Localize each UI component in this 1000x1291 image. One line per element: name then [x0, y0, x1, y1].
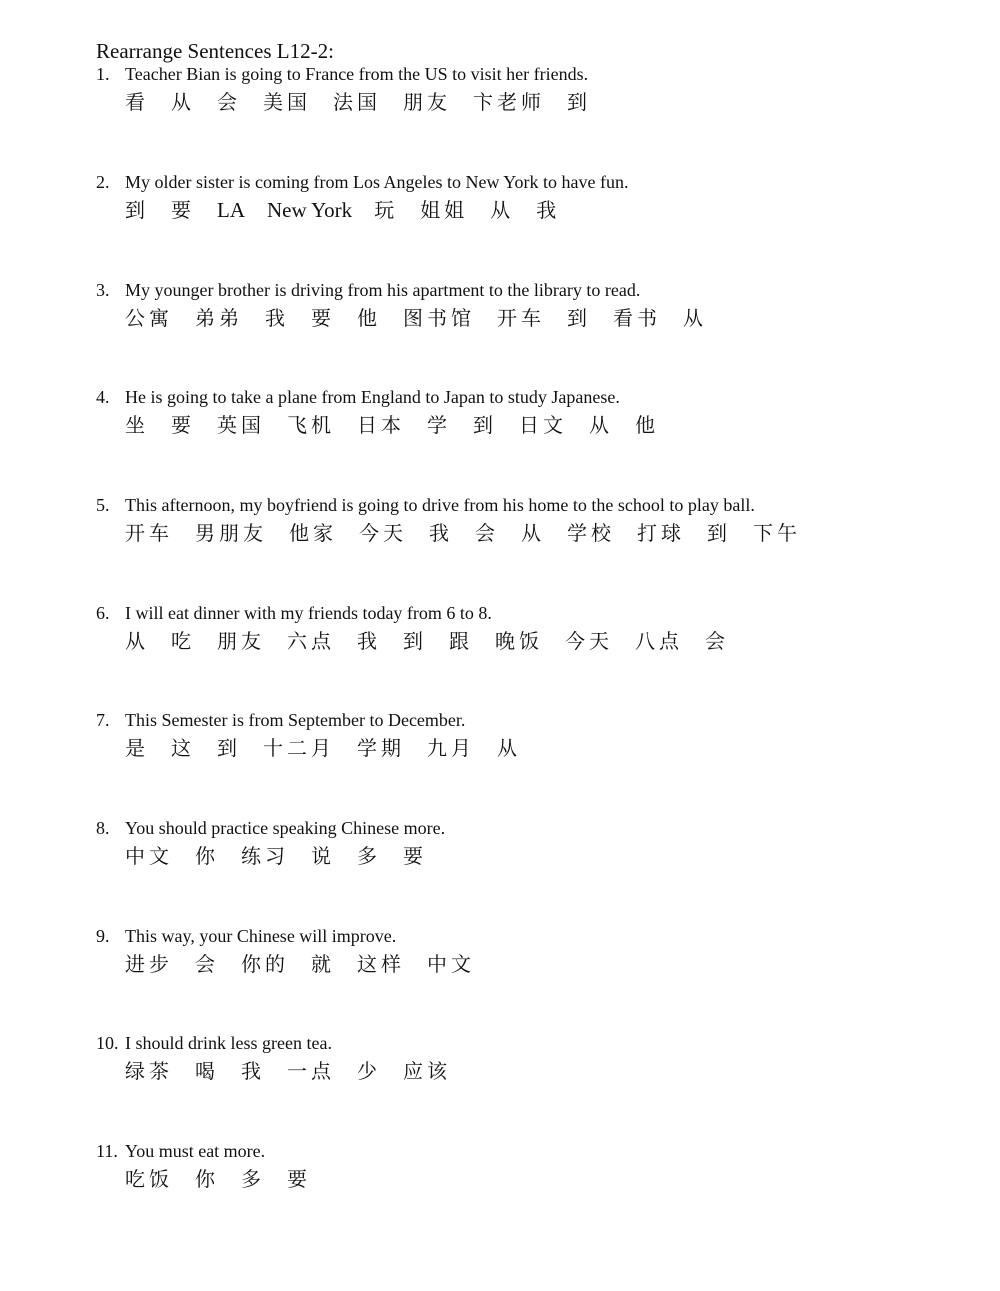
word-chip: 练习 [241, 844, 289, 868]
word-chip: 美国 [263, 90, 311, 114]
word-chip: 吃 [171, 629, 195, 653]
word-chip: 到 [707, 521, 731, 545]
english-sentence: You should practice speaking Chinese more. [125, 818, 446, 838]
question-3 [96, 279, 976, 331]
scrambled-words [125, 89, 976, 115]
word-chip: 中文 [427, 952, 475, 976]
english-sentence: This way, your Chinese will improve. [125, 926, 397, 946]
question-9 [96, 925, 976, 977]
word-chip: 学校 [567, 521, 615, 545]
word-chip: 他 [635, 413, 659, 437]
word-chip: 中文 [125, 844, 173, 868]
word-chip: 我 [536, 198, 561, 222]
question-number: 6. [96, 603, 110, 623]
word-chip: 从 [490, 198, 515, 222]
word-chip: 这样 [357, 952, 405, 976]
question-number: 8. [96, 818, 110, 838]
english-sentence: Teacher Bian is going to France from the US to visit her friends. [125, 64, 589, 84]
scrambled-words [125, 1166, 976, 1192]
word-chip: 到 [473, 413, 497, 437]
word-chip: 法国 [333, 90, 381, 114]
word-chip: 朋友 [403, 90, 451, 114]
word-chip: 从 [497, 736, 521, 760]
question-number: 2. [96, 172, 110, 192]
word-chip: 是 [125, 736, 149, 760]
word-chip: 朋友 [217, 629, 265, 653]
question-7 [96, 709, 976, 761]
word-chip: 弟弟 [195, 306, 243, 330]
word-chip: 公寓 [125, 306, 173, 330]
word-chip: 会 [195, 952, 219, 976]
word-chip: 飞机 [287, 413, 335, 437]
scrambled-words [125, 412, 976, 438]
word-chip: 日文 [519, 413, 567, 437]
word-chip: 看书 [613, 306, 661, 330]
question-2 [96, 171, 976, 223]
question-10 [96, 1032, 976, 1084]
word-chip: 到 [403, 629, 427, 653]
question-number: 3. [96, 280, 110, 300]
word-chip: 从 [125, 629, 149, 653]
word-chip: 我 [429, 521, 453, 545]
english-sentence: My younger brother is driving from his apartment to the library to read. [125, 280, 641, 300]
word-chip: 我 [357, 629, 381, 653]
question-5 [96, 494, 976, 546]
word-chip: 少 [357, 1059, 381, 1083]
word-chip: 晚饭 [495, 629, 543, 653]
word-chip: 到 [125, 198, 149, 222]
scrambled-words [125, 1058, 976, 1084]
word-chip: 要 [171, 413, 195, 437]
word-chip: 从 [521, 521, 545, 545]
word-chip: 从 [171, 90, 195, 114]
word-chip: 会 [475, 521, 499, 545]
word-chip: 一点 [287, 1059, 335, 1083]
word-chip: 下午 [753, 521, 801, 545]
word-chip: 英国 [217, 413, 265, 437]
question-number: 10. [96, 1033, 119, 1053]
word-chip: 到 [567, 306, 591, 330]
word-chip: 姐姐 [420, 198, 469, 222]
word-chip: 喝 [195, 1059, 219, 1083]
english-sentence: I should drink less green tea. [125, 1033, 332, 1053]
scrambled-words [125, 951, 976, 977]
word-chip: 就 [311, 952, 335, 976]
word-chip: 绿茶 [125, 1059, 173, 1083]
word-chip: 我 [265, 306, 289, 330]
question-number: 9. [96, 926, 110, 946]
word-chip: New York [267, 198, 353, 222]
word-chip: 这 [171, 736, 195, 760]
word-chip: 多 [357, 844, 381, 868]
word-chip: 打球 [637, 521, 685, 545]
question-number: 5. [96, 495, 110, 515]
question-11 [96, 1140, 976, 1192]
word-chip: 学 [427, 413, 451, 437]
english-sentence: He is going to take a plane from England to Japan to study Japanese. [125, 387, 620, 407]
scrambled-words [125, 843, 976, 869]
question-number: 11. [96, 1141, 118, 1161]
word-chip: 图书馆 [403, 306, 475, 330]
word-chip: 六点 [287, 629, 335, 653]
word-chip: 看 [125, 90, 149, 114]
word-chip: 九月 [427, 736, 475, 760]
word-chip: LA [217, 198, 245, 222]
english-sentence: My older sister is coming from Los Angeles to New York to have fun. [125, 172, 629, 192]
word-chip: 你 [195, 1167, 219, 1191]
word-chip: 学期 [357, 736, 405, 760]
worksheet-title: Rearrange Sentences L12-2: [96, 39, 334, 63]
word-chip: 他家 [289, 521, 337, 545]
scrambled-words [125, 305, 976, 331]
word-chip: 玩 [374, 198, 399, 222]
word-chip: 男朋友 [195, 521, 267, 545]
scrambled-words [125, 520, 976, 546]
word-chip: 要 [311, 306, 335, 330]
word-chip: 他 [357, 306, 381, 330]
scrambled-words [125, 735, 976, 761]
question-8 [96, 817, 976, 869]
word-chip: 日本 [357, 413, 405, 437]
english-sentence: This afternoon, my boyfriend is going to drive from his home to the school to play ball. [125, 495, 755, 515]
scrambled-words [125, 197, 976, 223]
question-6 [96, 602, 976, 654]
word-chip: 要 [403, 844, 427, 868]
word-chip: 十二月 [263, 736, 335, 760]
word-chip: 会 [705, 629, 729, 653]
word-chip: 开车 [497, 306, 545, 330]
word-chip: 会 [217, 90, 241, 114]
scrambled-words [125, 628, 976, 654]
english-sentence: I will eat dinner with my friends today from 6 to 8. [125, 603, 492, 623]
word-chip: 要 [287, 1167, 311, 1191]
word-chip: 到 [567, 90, 591, 114]
word-chip: 要 [171, 198, 195, 222]
word-chip: 说 [311, 844, 335, 868]
english-sentence: You must eat more. [125, 1141, 266, 1161]
word-chip: 今天 [359, 521, 407, 545]
word-chip: 坐 [125, 413, 149, 437]
word-chip: 多 [241, 1167, 265, 1191]
question-number: 1. [96, 64, 110, 84]
word-chip: 开车 [125, 521, 173, 545]
word-chip: 八点 [635, 629, 683, 653]
word-chip: 从 [683, 306, 707, 330]
word-chip: 卞老师 [473, 90, 545, 114]
word-chip: 吃饭 [125, 1167, 173, 1191]
word-chip: 我 [241, 1059, 265, 1083]
word-chip: 跟 [449, 629, 473, 653]
word-chip: 应该 [403, 1059, 451, 1083]
word-chip: 你的 [241, 952, 289, 976]
word-chip: 你 [195, 844, 219, 868]
word-chip: 今天 [565, 629, 613, 653]
english-sentence: This Semester is from September to December. [125, 710, 466, 730]
word-chip: 到 [217, 736, 241, 760]
word-chip: 进步 [125, 952, 173, 976]
question-number: 4. [96, 387, 110, 407]
word-chip: 从 [589, 413, 613, 437]
question-4 [96, 386, 976, 438]
question-number: 7. [96, 710, 110, 730]
question-1 [96, 63, 976, 115]
